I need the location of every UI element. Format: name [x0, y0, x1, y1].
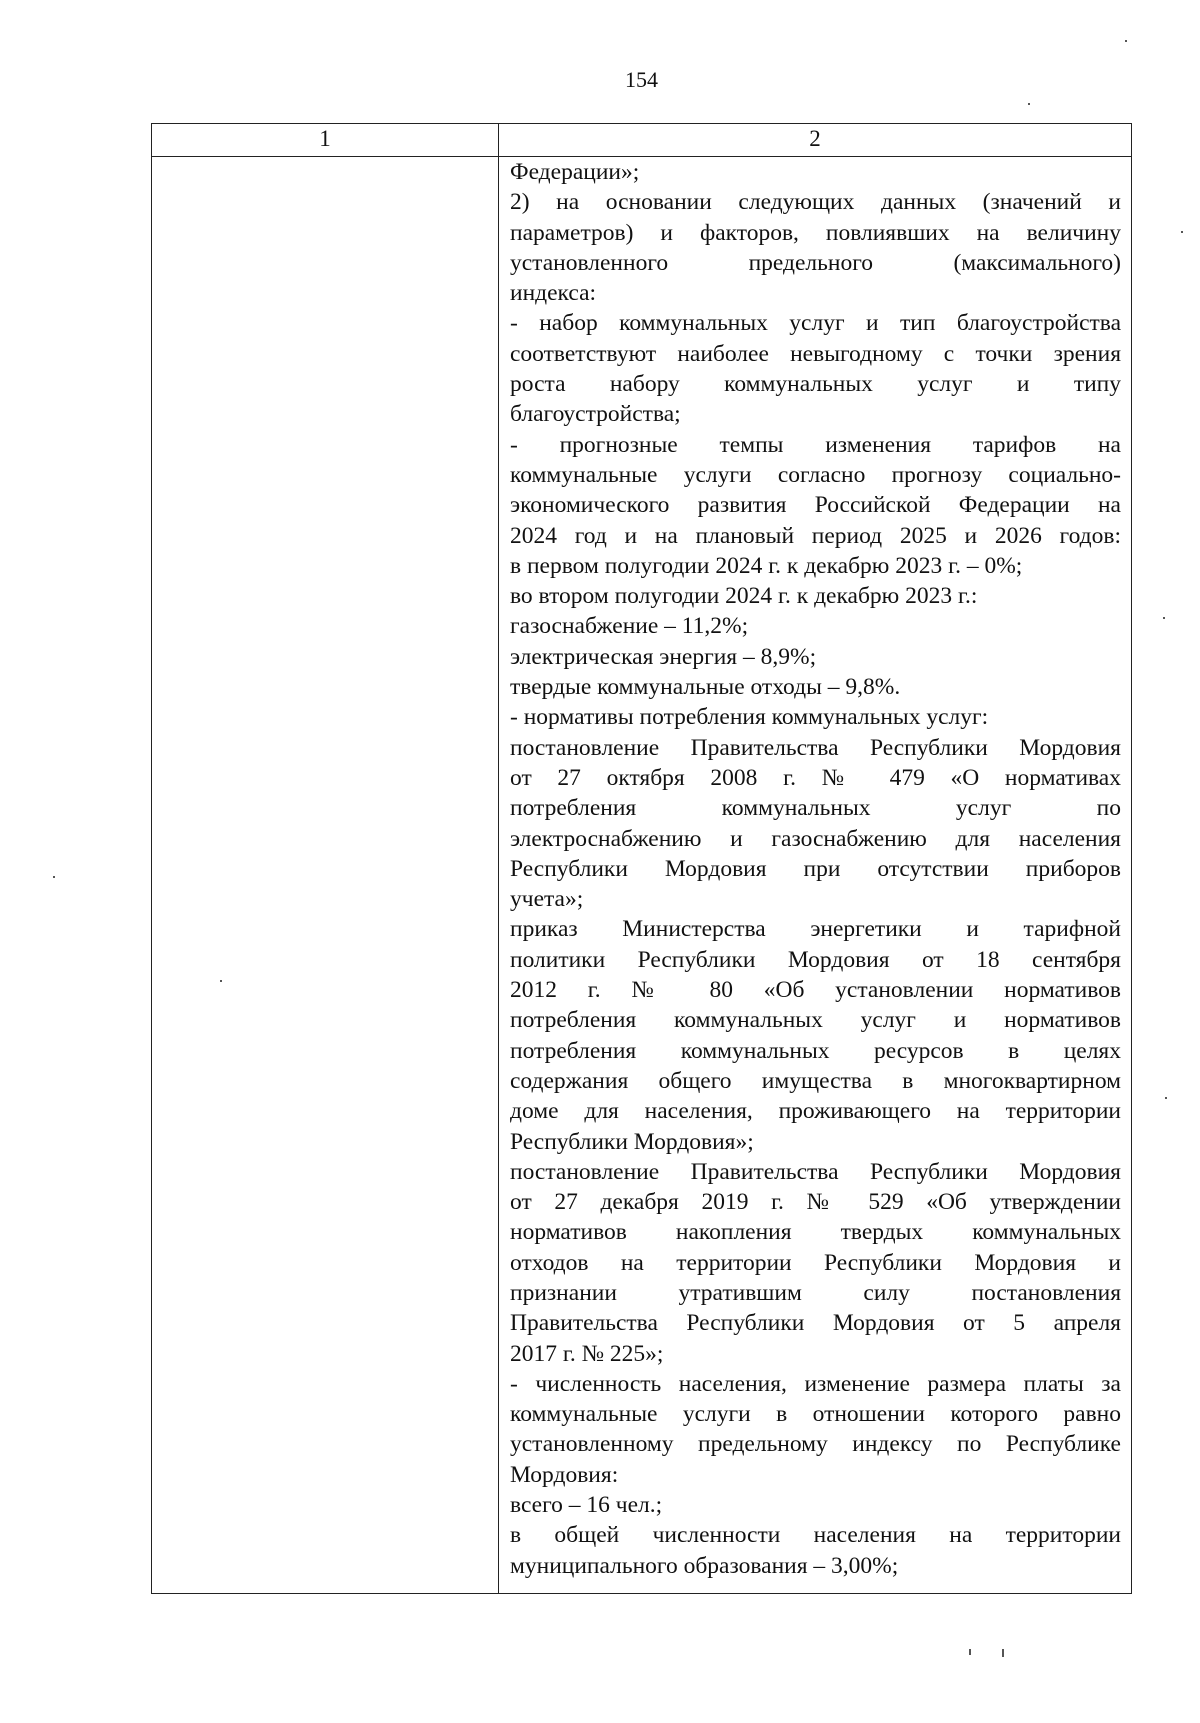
text-line: Правительства Республики Мордовия от 5 апреля [510, 1310, 1121, 1337]
text-line: приказ Министерства энергетики и тарифной [510, 916, 1121, 943]
text-line: от 27 декабря 2019 г. № 529 «Об утверждении [510, 1189, 1121, 1216]
text-line: потребления коммунальных услуг и нормативов [510, 1007, 1121, 1034]
cell-text-block [510, 157, 1121, 1581]
text-line: доме для населения, проживающего на территории [510, 1098, 1121, 1125]
column-header-2: 2 [499, 124, 1132, 157]
text-line: коммунальные услуги согласно прогнозу социально- [510, 461, 1121, 488]
text-line: газоснабжение – 11,2%; [510, 613, 749, 640]
text-line: твердые коммунальные отходы – 9,8%. [510, 674, 901, 701]
text-line: признании утратившим силу постановления [510, 1279, 1121, 1306]
text-line: во втором полугодии 2024 г. к декабрю 2023 г.: [510, 583, 978, 610]
text-line: потребления коммунальных ресурсов в целях [510, 1037, 1121, 1064]
text-line: в общей численности населения на территории [510, 1522, 1121, 1549]
text-line: отходов на территории Республики Мордовия и [510, 1249, 1121, 1276]
text-line: роста набору коммунальных услуг и типу [510, 371, 1121, 398]
text-line: соответствуют наиболее невыгодному с точки зрения [510, 340, 1121, 367]
text-line: - прогнозные темпы изменения тарифов на [510, 431, 1121, 458]
text-line: Республики Мордовия при отсутствии приборов [510, 855, 1121, 882]
text-line: 2012 г. № 80 «Об установлении нормативов [510, 977, 1121, 1004]
text-line: 2) на основании следующих данных (значений и [510, 189, 1121, 216]
text-line: электроснабжению и газоснабжению для населения [510, 825, 1121, 852]
text-line: Мордовия: [510, 1461, 619, 1488]
text-line: нормативов накопления твердых коммунальных [510, 1219, 1121, 1246]
text-line: муниципального образования – 3,00%; [510, 1552, 899, 1579]
text-line: 2024 год и на плановый период 2025 и 2026 годов: [510, 522, 1121, 549]
text-line: коммунальные услуги в отношении которого равно [510, 1401, 1121, 1428]
text-line: - набор коммунальных услуг и тип благоустройства [510, 310, 1121, 337]
text-line: потребления коммунальных услуг по [510, 795, 1121, 822]
text-line: экономического развития Российской Федерации на [510, 492, 1121, 519]
text-line: электрическая энергия – 8,9%; [510, 643, 817, 670]
text-line: Республики Мордовия»; [510, 1128, 754, 1155]
table-row [152, 157, 1132, 1594]
text-line: установленному предельному индексу по Республике [510, 1431, 1121, 1458]
text-line: 2017 г. № 225»; [510, 1340, 664, 1367]
page-number: 154 [625, 67, 658, 92]
text-line: политики Республики Мордовия от 18 сентября [510, 946, 1121, 973]
table-header-row [152, 124, 1132, 157]
text-line: установленного предельного (максимального) [510, 249, 1121, 276]
table-cell-col1 [152, 157, 499, 1594]
text-line: учета»; [510, 886, 584, 913]
text-line: от 27 октября 2008 г. № 479 «О нормативах [510, 764, 1121, 791]
text-line: постановление Правительства Республики Мордовия [510, 734, 1121, 761]
text-line: в первом полугодии 2024 г. к декабрю 2023 г. – 0%; [510, 552, 1023, 579]
text-line: постановление Правительства Республики Мордовия [510, 1158, 1121, 1185]
column-header-1: 1 [152, 124, 499, 157]
text-line: всего – 16 чел.; [510, 1492, 663, 1519]
table-cell-col2 [499, 157, 1132, 1594]
text-line: Федерации»; [510, 159, 640, 185]
text-line: содержания общего имущества в многоквартирном [510, 1067, 1121, 1094]
text-line: - численность населения, изменение размера платы за [510, 1370, 1121, 1397]
document-table [151, 123, 1132, 1594]
text-line: благоустройства; [510, 401, 681, 428]
text-line: параметров) и факторов, повлиявших на величину [510, 219, 1121, 246]
text-line: - нормативы потребления коммунальных услуг: [510, 704, 989, 731]
text-line: индекса: [510, 280, 597, 307]
